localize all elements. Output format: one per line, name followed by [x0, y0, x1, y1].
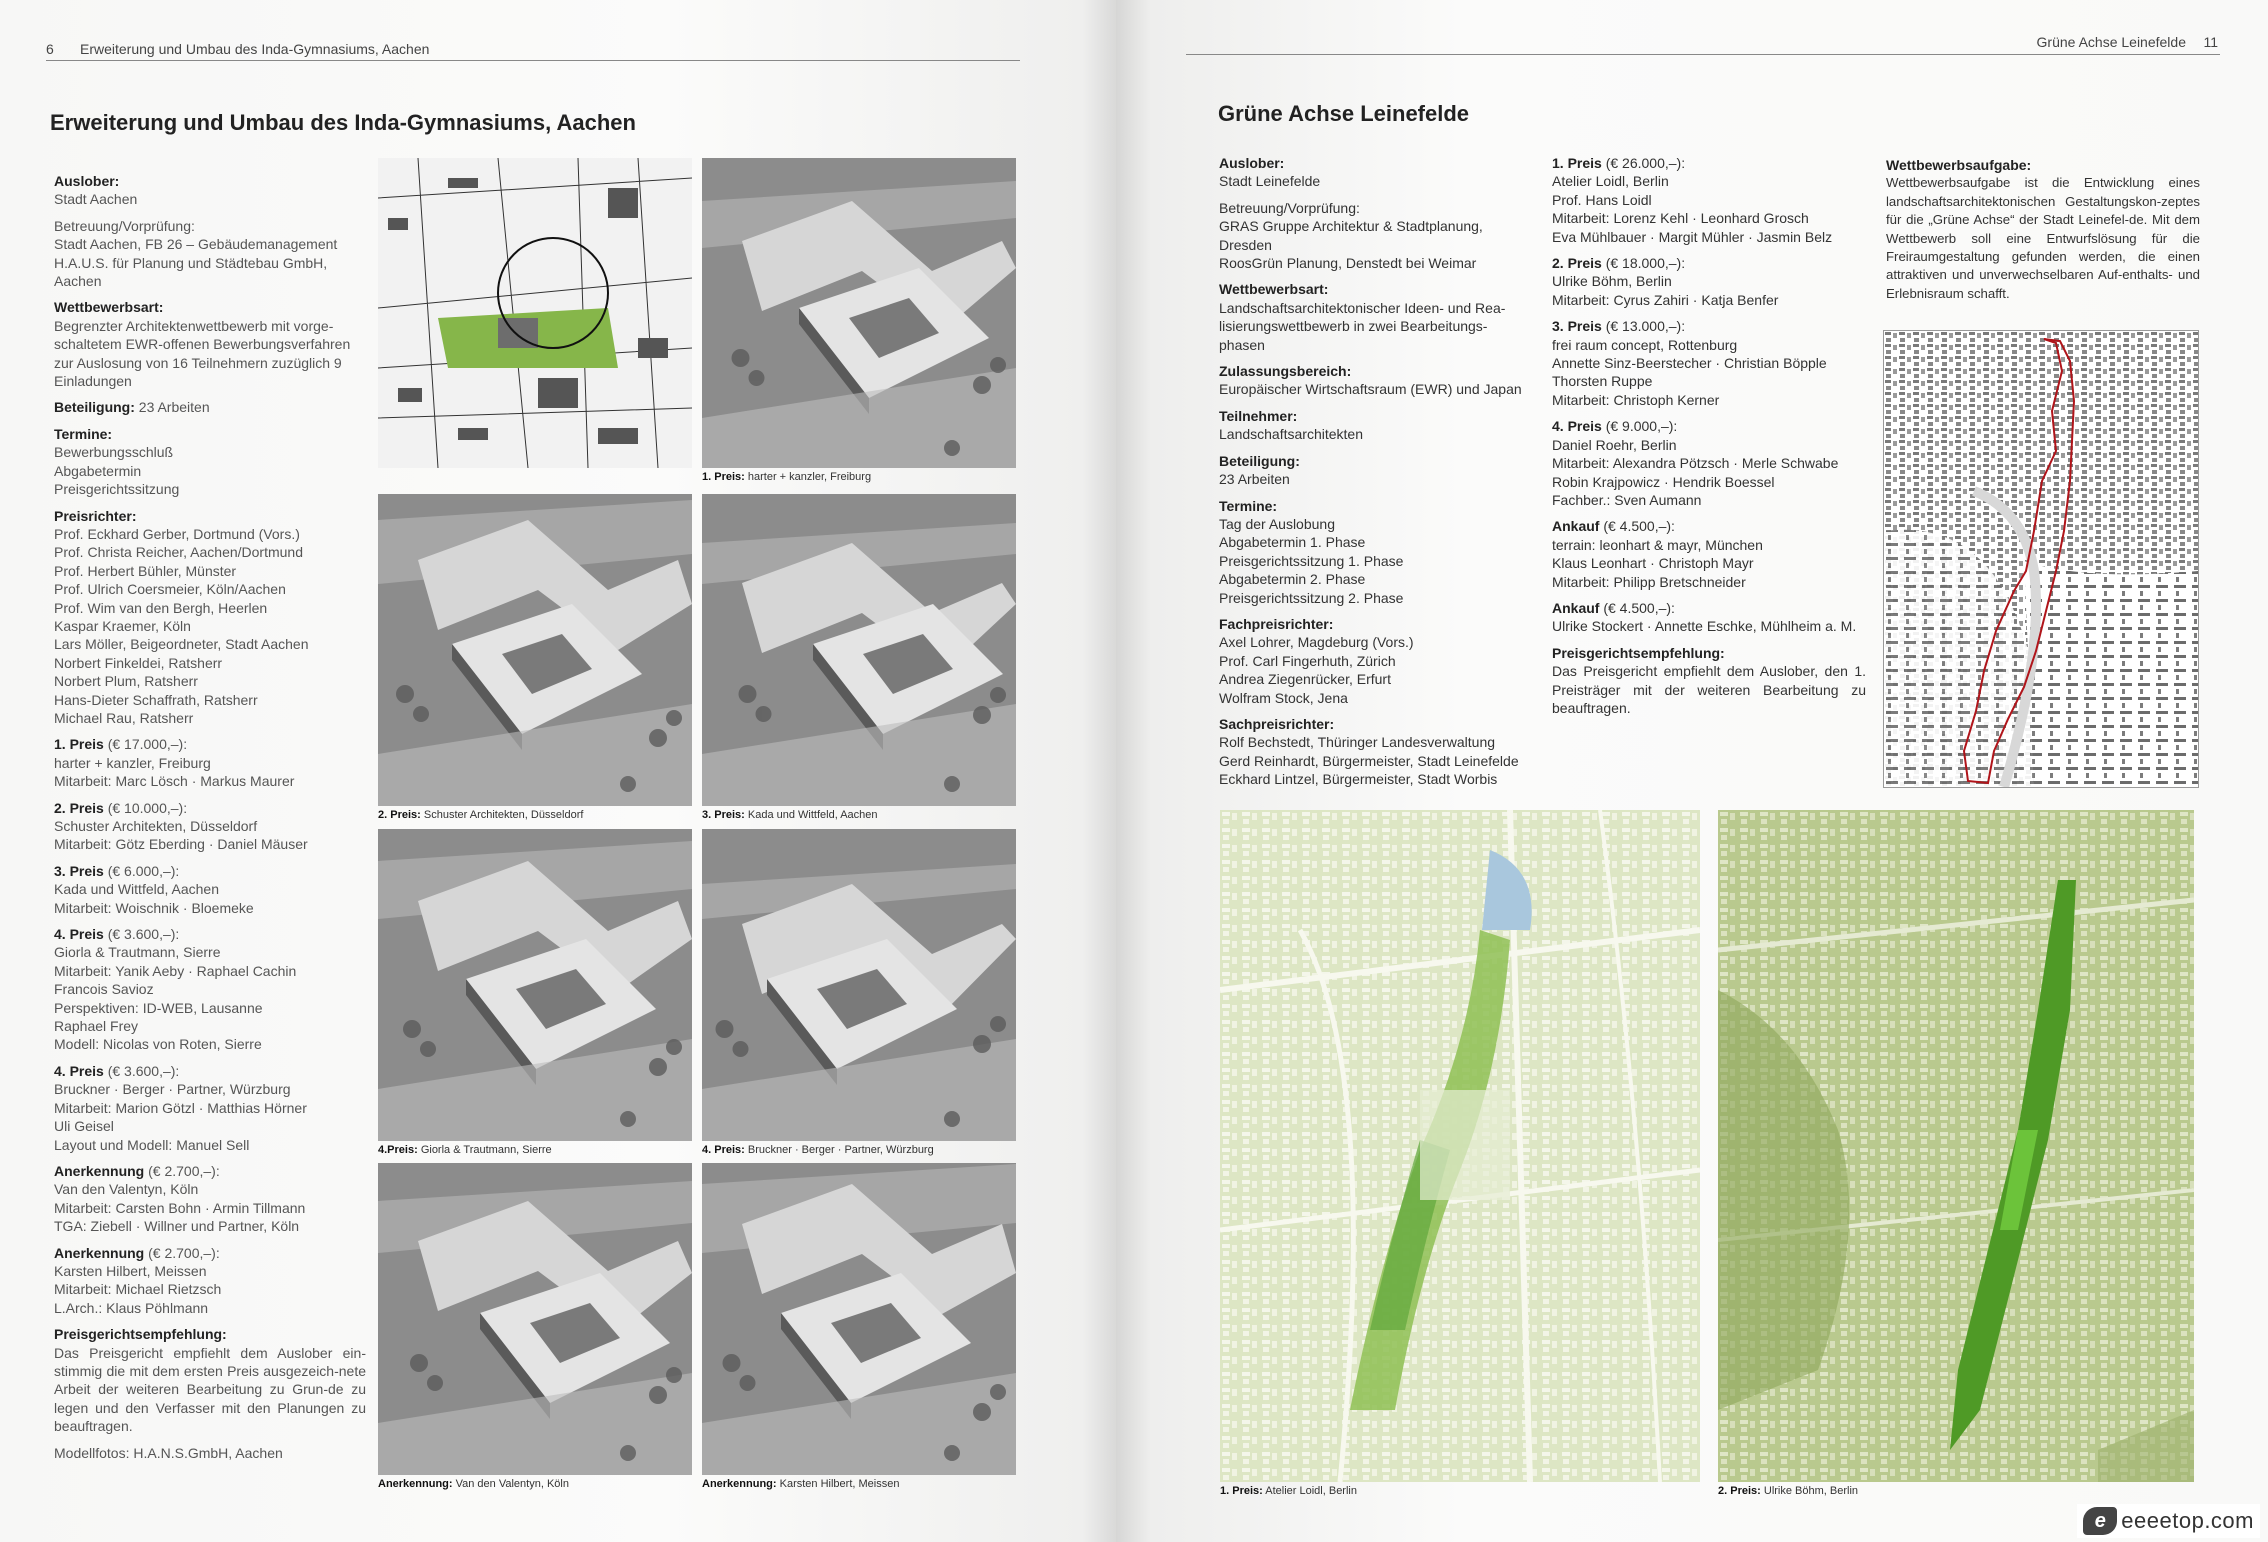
- block-label: Preisrichter:: [54, 507, 137, 524]
- model-photo-drawing: [702, 829, 1016, 1141]
- info-block: [54, 217, 366, 291]
- info-block: [54, 735, 366, 790]
- block-line: 23 Arbeiten: [1219, 471, 1290, 488]
- block-heading: [54, 799, 366, 817]
- block-heading: [1219, 280, 1539, 298]
- info-block: [54, 925, 366, 1054]
- block-inline-value: (€ 3.600,–):: [107, 926, 180, 943]
- block-heading: [1552, 599, 1866, 617]
- block-line: Gerd Reinhardt, Bürgermeister, Stadt Leinefelde: [1219, 752, 1519, 769]
- model-photo-drawing: [702, 1163, 1016, 1475]
- block-line: Landschaftsarchitektonischer Ideen- und Rea-: [1219, 299, 1506, 316]
- info-block: [54, 1244, 366, 1318]
- block-line: Ulrike Stockert · Annette Eschke, Mühlheim a. M.: [1552, 618, 1857, 635]
- task-label: Wettbewerbsaufgabe:: [1886, 157, 2032, 173]
- model-photo: [378, 494, 692, 806]
- block-line: Aachen: [54, 273, 102, 290]
- block-paragraph: Das Preisgericht empfiehlt dem Auslober, den 1. Preisträger mit der weiteren Bearbeitung zu beauftragen.: [1552, 663, 1866, 716]
- block-line: L.Arch.: Klaus Pöhlmann: [54, 1299, 209, 1316]
- block-line: Uli Geisel: [54, 1118, 114, 1135]
- block-label: Ankauf: [1552, 518, 1600, 535]
- block-heading: [54, 172, 366, 190]
- block-label: Zulassungsbereich:: [1219, 363, 1352, 380]
- block-heading: [54, 1244, 366, 1262]
- info-block: [54, 1162, 366, 1236]
- block-line: Mitarbeit: Götz Eberding · Daniel Mäuser: [54, 836, 308, 853]
- info-block: [1552, 317, 1866, 409]
- block-label: Termine:: [54, 425, 113, 442]
- block-line: TGA: Ziebell · Willner und Partner, Köln: [54, 1218, 300, 1235]
- info-block: [1219, 715, 1539, 789]
- info-block: [1219, 199, 1539, 273]
- plate-caption: Anerkennung: Karsten Hilbert, Meissen: [702, 1478, 900, 1490]
- block-label: Sachpreisrichter:: [1219, 715, 1335, 732]
- plan-2-drawing: [1718, 810, 2194, 1482]
- block-line: Modell: Nicolas von Roten, Sierre: [54, 1036, 262, 1053]
- block-heading: [1219, 154, 1539, 172]
- block-line: Preisgerichtssitzung 1. Phase: [1219, 552, 1404, 569]
- info-block: [54, 1444, 366, 1462]
- left-head-rule: [46, 60, 1020, 61]
- block-inline-value: (€ 4.500,–):: [1603, 599, 1675, 616]
- block-line: Abgabetermin: [54, 462, 142, 479]
- block-line: Kaspar Kraemer, Köln: [54, 617, 191, 634]
- block-heading: [54, 735, 366, 753]
- block-line: terrain: leonhart & mayr, München: [1552, 536, 1763, 553]
- block-inline-value: (€ 9.000,–):: [1605, 418, 1678, 435]
- block-inline-value: 23 Arbeiten: [138, 399, 210, 416]
- block-line: Europäischer Wirtschaftsraum (EWR) und Japan: [1219, 381, 1522, 398]
- block-line: Schuster Architekten, Düsseldorf: [54, 818, 258, 834]
- block-line: Francois Savioz: [54, 981, 154, 998]
- block-line: Prof. Herbert Bühler, Münster: [54, 562, 237, 579]
- block-line: Tag der Auslobung: [1219, 515, 1335, 532]
- block-line: Robin Krajpowicz · Hendrik Boessel: [1552, 473, 1775, 490]
- block-line: Betreuung/Vorprüfung:: [54, 217, 195, 234]
- info-block: [1219, 497, 1539, 607]
- plate-caption: 3. Preis: Kada und Wittfeld, Aachen: [702, 809, 878, 821]
- block-line: Begrenzter Architektenwettbewerb mit vorge-: [54, 317, 334, 334]
- block-line: zur Auslosung von 16 Teilnehmern zuzüglich 9: [54, 354, 342, 371]
- right-head-rule: [1186, 54, 2220, 55]
- block-line: Michael Rau, Ratsherr: [54, 709, 194, 726]
- left-text-column: [54, 172, 366, 1470]
- block-label: Preisgerichtsempfehlung:: [1552, 644, 1725, 661]
- info-block: [1552, 254, 1866, 309]
- block-heading: [54, 1162, 366, 1180]
- info-block: [1219, 615, 1539, 707]
- block-line: Daniel Roehr, Berlin: [1552, 436, 1677, 453]
- block-label: 2. Preis: [1552, 255, 1602, 272]
- plate-caption: 4.Preis: Giorla & Trautmann, Sierre: [378, 1144, 552, 1156]
- block-line: Norbert Finkeldei, Ratsherr: [54, 654, 223, 671]
- block-heading: [1219, 615, 1539, 633]
- right-page: [1116, 0, 2268, 1542]
- block-label: Ankauf: [1552, 599, 1600, 616]
- info-block: [1219, 407, 1539, 444]
- block-heading: [1552, 644, 1866, 662]
- info-block: [1219, 280, 1539, 354]
- block-heading: [1552, 154, 1866, 172]
- right-page-number: 11: [2203, 34, 2218, 50]
- info-block: [1219, 452, 1539, 489]
- model-photo: [702, 1163, 1016, 1475]
- model-photo-drawing: [702, 494, 1016, 806]
- block-label: Auslober:: [54, 173, 120, 189]
- plate-caption: 1. Preis: harter + kanzler, Freiburg: [702, 471, 872, 483]
- info-block: [54, 172, 366, 209]
- block-line: Mitarbeit: Marion Götzl · Matthias Hörner: [54, 1099, 307, 1116]
- right-text-column-2: [1552, 154, 1866, 725]
- info-block: [54, 1062, 366, 1154]
- block-line: Wolfram Stock, Jena: [1219, 689, 1348, 706]
- plan-2-preis: [1718, 810, 2194, 1482]
- block-heading: [54, 925, 366, 943]
- block-label: 2. Preis: [54, 799, 104, 816]
- right-running-head: Grüne Achse Leinefelde: [2036, 34, 2186, 50]
- site-plan-drawing: [378, 158, 692, 468]
- block-line: Norbert Plum, Ratsherr: [54, 673, 198, 690]
- block-line: Mitarbeit: Lorenz Kehl · Leonhard Grosch: [1552, 210, 1809, 227]
- location-map: [1883, 330, 2199, 788]
- left-page-title: Erweiterung und Umbau des Inda-Gymnasiums, Aachen: [50, 110, 636, 135]
- block-heading: [54, 425, 366, 443]
- block-line: Abgabetermin 1. Phase: [1219, 534, 1366, 551]
- block-line: Andrea Ziegenrücker, Erfurt: [1219, 671, 1391, 688]
- block-label: 4. Preis: [54, 926, 104, 943]
- block-inline-value: (€ 2.700,–):: [148, 1244, 220, 1261]
- block-line: Modellfotos: H.A.N.S.GmbH, Aachen: [54, 1444, 283, 1461]
- block-line: Mitarbeit: Philipp Bretschneider: [1552, 573, 1746, 590]
- block-line: Abgabetermin 2. Phase: [1219, 571, 1366, 588]
- block-line: Bewerbungsschluß: [54, 444, 174, 461]
- block-label: Anerkennung: [54, 1244, 145, 1261]
- block-heading: [1552, 317, 1866, 335]
- block-line: GRAS Gruppe Architektur & Stadtplanung,: [1219, 218, 1483, 235]
- block-line: Raphael Frey: [54, 1018, 139, 1035]
- block-label: Teilnehmer:: [1219, 407, 1298, 424]
- right-text-column-1: [1219, 154, 1539, 797]
- block-heading: [54, 1062, 366, 1080]
- block-heading: [54, 298, 366, 316]
- plan-1-preis: [1220, 810, 1700, 1482]
- block-inline-value: (€ 13.000,–):: [1605, 318, 1686, 335]
- block-heading: [54, 862, 366, 880]
- model-photo-drawing: [378, 1163, 692, 1475]
- block-label: 4. Preis: [1552, 418, 1602, 435]
- block-line: Hans-Dieter Schaffrath, Ratsherr: [54, 691, 258, 708]
- info-block: [54, 398, 366, 416]
- block-line: Thorsten Ruppe: [1552, 373, 1653, 390]
- block-label: Wettbewerbsart:: [54, 299, 164, 316]
- model-photo: [702, 494, 1016, 806]
- block-line: harter + kanzler, Freiburg: [54, 754, 211, 771]
- block-line: Axel Lohrer, Magdeburg (Vors.): [1219, 634, 1414, 651]
- block-line: phasen: [1219, 336, 1265, 353]
- plate-caption: Anerkennung: Van den Valentyn, Köln: [378, 1478, 569, 1490]
- block-line: frei raum concept, Rottenburg: [1552, 336, 1738, 353]
- left-page-number: 6: [46, 41, 54, 57]
- right-text-column-3: [1886, 156, 2200, 303]
- left-running-head: Erweiterung und Umbau des Inda-Gymnasiums, Aachen: [80, 41, 430, 57]
- plan-1-caption: 1. Preis: Atelier Loidl, Berlin: [1220, 1485, 1357, 1497]
- plate-caption: 2. Preis: Schuster Architekten, Düsseldorf: [378, 809, 584, 821]
- block-line: Prof. Eckhard Gerber, Dortmund (Vors.): [54, 525, 300, 542]
- info-block: [54, 425, 366, 499]
- block-label: Preisgerichtsempfehlung:: [54, 1326, 227, 1343]
- location-map-drawing: [1884, 331, 2198, 787]
- block-label: Wettbewerbsart:: [1219, 281, 1329, 298]
- model-photo-drawing: [378, 494, 692, 806]
- block-line: Betreuung/Vorprüfung:: [1219, 199, 1360, 216]
- block-line: Perspektiven: ID-WEB, Lausanne: [54, 999, 263, 1016]
- model-photo: [702, 158, 1016, 468]
- info-block: [54, 862, 366, 917]
- block-line: Mitarbeit: Michael Rietzsch: [54, 1281, 222, 1298]
- block-line: Einladungen: [54, 373, 132, 390]
- task-text: Wettbewerbsaufgabe ist die Entwicklung eines landschaftsarchitektonischen Gestaltungskon-zeptes für die „Grüne Achse“ der Stadt Leinefel-de. Mit dem Wettbewerb soll eine Entwurfslösung für die Freiraumgestaltung gefunden werden, die einen attraktiven und unverwechselbaren Auf-enthalts- und Erlebnisraum schafft.: [1886, 175, 2200, 301]
- info-block: [1552, 417, 1866, 509]
- block-line: Atelier Loidl, Berlin: [1552, 173, 1669, 190]
- block-line: H.A.U.S. für Planung und Städtebau GmbH,: [54, 254, 328, 271]
- block-line: Fachber.: Sven Aumann: [1552, 491, 1702, 508]
- block-line: Van den Valentyn, Köln: [54, 1181, 199, 1198]
- site-watermark: [2077, 1504, 2260, 1538]
- block-line: Dresden: [1219, 236, 1272, 253]
- block-label: 1. Preis: [54, 736, 104, 753]
- model-photo-drawing: [702, 158, 1016, 468]
- block-line: Ulrike Böhm, Berlin: [1552, 273, 1672, 290]
- model-photo: [378, 1163, 692, 1475]
- info-block: [54, 507, 366, 728]
- block-inline-value: (€ 26.000,–):: [1605, 155, 1686, 171]
- block-line: Eva Mühlbauer · Margit Mühler · Jasmin Belz: [1552, 228, 1833, 245]
- block-line: Landschaftsarchitekten: [1219, 426, 1363, 443]
- watermark-text: eeeetop.com: [2121, 1508, 2254, 1533]
- info-block: [1552, 644, 1866, 718]
- block-inline-value: (€ 17.000,–):: [107, 736, 188, 753]
- block-inline-value: (€ 18.000,–):: [1605, 255, 1686, 272]
- info-block: [1552, 154, 1866, 246]
- info-block: [54, 298, 366, 390]
- block-line: Klaus Leonhart · Christoph Mayr: [1552, 555, 1754, 572]
- right-page-title: Grüne Achse Leinefelde: [1218, 101, 1470, 126]
- block-heading: [1219, 407, 1539, 425]
- plate-caption: 4. Preis: Bruckner · Berger · Partner, Würzburg: [702, 1144, 934, 1156]
- block-line: Eckhard Lintzel, Bürgermeister, Stadt Worbis: [1219, 771, 1498, 788]
- block-heading: [1219, 715, 1539, 733]
- block-label: Fachpreisrichter:: [1219, 615, 1334, 632]
- block-label: Beteiligung:: [1219, 452, 1300, 469]
- block-label: Anerkennung: [54, 1162, 145, 1179]
- info-block: [1219, 362, 1539, 399]
- block-line: Karsten Hilbert, Meissen: [54, 1262, 207, 1279]
- block-line: Rolf Bechstedt, Thüringer Landesverwaltung: [1219, 734, 1496, 751]
- block-label: Termine:: [1219, 497, 1278, 514]
- block-label: 3. Preis: [54, 862, 104, 879]
- block-line: Mitarbeit: Woischnik · Bloemeke: [54, 899, 254, 916]
- block-inline-value: (€ 6.000,–):: [107, 862, 180, 879]
- block-line: Preisgerichtssitzung 2. Phase: [1219, 589, 1404, 606]
- info-block: [1219, 154, 1539, 191]
- block-heading: [1552, 517, 1866, 535]
- block-line: Prof. Wim van den Bergh, Heerlen: [54, 599, 268, 616]
- plan-1-drawing: [1220, 810, 1700, 1482]
- block-line: Stadt Aachen, FB 26 – Gebäudemanagement: [54, 236, 338, 253]
- plan-2-caption: 2. Preis: Ulrike Böhm, Berlin: [1718, 1485, 1859, 1497]
- left-page: [0, 0, 1116, 1542]
- block-line: schaltetem EWR-offenen Bewerbungsverfahren: [54, 336, 351, 353]
- block-heading: [1219, 497, 1539, 515]
- block-line: Mitarbeit: Christoph Kerner: [1552, 391, 1720, 408]
- block-line: Giorla & Trautmann, Sierre: [54, 944, 221, 961]
- block-line: Prof. Hans Loidl: [1552, 191, 1652, 208]
- block-line: Mitarbeit: Alexandra Pötzsch · Merle Schwabe: [1552, 455, 1839, 472]
- watermark-logo: e: [2083, 1507, 2117, 1535]
- block-line: Mitarbeit: Cyrus Zahiri · Katja Benfer: [1552, 291, 1779, 308]
- block-line: Layout und Modell: Manuel Sell: [54, 1136, 250, 1153]
- block-line: Prof. Christa Reicher, Aachen/Dortmund: [54, 544, 304, 561]
- block-label: Auslober:: [1219, 155, 1285, 171]
- block-paragraph: Das Preisgericht empfiehlt dem Auslober ein-stimmig die mit dem ersten Preis ausgezeich-nete Arbeit der weiteren Bearbeitung zu Grun-de zu legen und den Verfasser mit den Planungen zu beauftragen.: [54, 1344, 366, 1435]
- block-line: Preisgerichtssitzung: [54, 481, 180, 498]
- block-line: RoosGrün Planung, Denstedt bei Weimar: [1219, 255, 1477, 272]
- block-label: 3. Preis: [1552, 318, 1602, 335]
- block-inline-value: (€ 10.000,–):: [107, 799, 188, 816]
- model-photo-drawing: [378, 829, 692, 1141]
- block-heading: [54, 398, 366, 416]
- block-line: Annette Sinz-Beerstecher · Christian Böpple: [1552, 355, 1827, 372]
- block-heading: [1219, 452, 1539, 470]
- block-inline-value: (€ 2.700,–):: [148, 1162, 220, 1179]
- block-line: Stadt Leinefelde: [1219, 173, 1321, 190]
- block-heading: [54, 507, 366, 525]
- block-heading: [1552, 417, 1866, 435]
- info-block: [54, 1325, 366, 1435]
- site-plan-image: [378, 158, 692, 468]
- block-heading: [1552, 254, 1866, 272]
- block-label: 4. Preis: [54, 1062, 104, 1079]
- block-label: 1. Preis: [1552, 155, 1602, 171]
- block-line: Prof. Ulrich Coersmeier, Köln/Aachen: [54, 581, 286, 598]
- model-photo: [702, 829, 1016, 1141]
- block-line: Kada und Wittfeld, Aachen: [54, 881, 219, 898]
- info-block: [54, 799, 366, 854]
- block-heading: [54, 1325, 366, 1343]
- block-line: Lars Möller, Beigeordneter, Stadt Aachen: [54, 636, 309, 653]
- block-line: Stadt Aachen: [54, 191, 138, 208]
- block-label: Beteiligung:: [54, 399, 135, 416]
- model-photo: [378, 829, 692, 1141]
- block-heading: [1219, 362, 1539, 380]
- block-inline-value: (€ 3.600,–):: [107, 1062, 180, 1079]
- info-block: [1552, 599, 1866, 636]
- block-line: Prof. Carl Fingerhuth, Zürich: [1219, 652, 1396, 669]
- block-line: Bruckner · Berger · Partner, Würzburg: [54, 1081, 291, 1098]
- block-line: Mitarbeit: Marc Lösch · Markus Maurer: [54, 773, 295, 790]
- info-block: [1552, 517, 1866, 591]
- block-line: Mitarbeit: Yanik Aeby · Raphael Cachin: [54, 962, 297, 979]
- block-line: lisierungswettbewerb in zwei Bearbeitungs-: [1219, 318, 1488, 335]
- block-inline-value: (€ 4.500,–):: [1603, 518, 1675, 535]
- block-line: Mitarbeit: Carsten Bohn · Armin Tillmann: [54, 1199, 306, 1216]
